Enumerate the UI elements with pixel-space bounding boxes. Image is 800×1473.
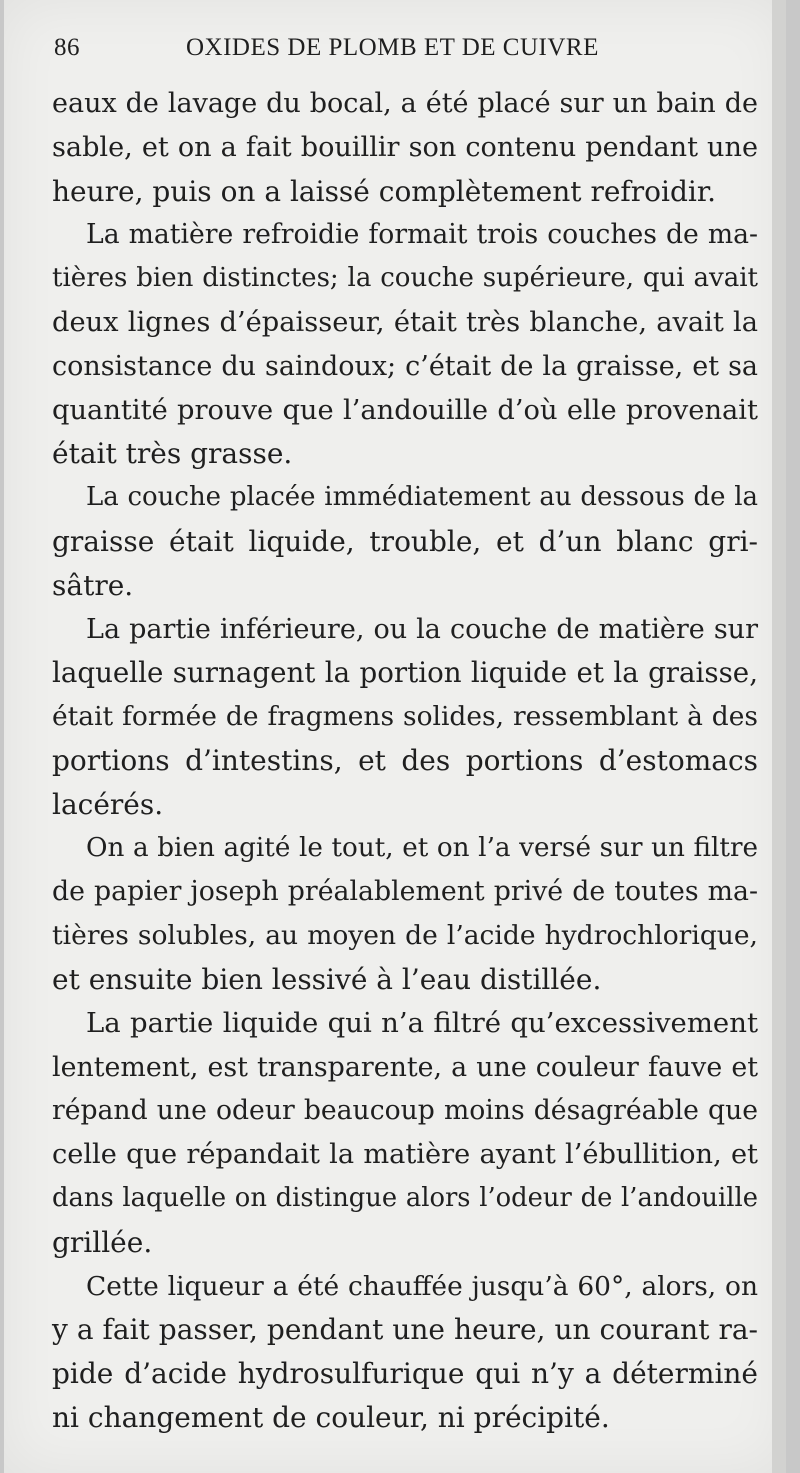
book-page — [4, 0, 786, 1473]
text-line: La partie inférieure, ou la couche de matière sur — [86, 613, 758, 645]
text-line: de papier joseph préalablement privé de toutes ma- — [52, 876, 758, 908]
text-line: deux lignes d’épaisseur, était très blanche, avait la — [52, 306, 758, 338]
text-line: La matière refroidie formait trois couches de ma- — [86, 219, 758, 251]
text-line: tières bien distinctes; la couche supérieure, qui avait — [52, 263, 758, 294]
text-line: Cette liqueur a été chauffée jusqu’à 60°, alors, on — [86, 1270, 758, 1302]
text-line: dans laquelle on distingue alors l’odeur de l’andouille — [52, 1182, 758, 1213]
text-line: eaux de lavage du bocal, a été placé sur un bain de — [52, 88, 758, 119]
text-line: graisse était liquide, trouble, et d’un blanc gri- — [52, 524, 758, 558]
body-text — [52, 82, 758, 1440]
page-number: 86 — [54, 34, 80, 61]
text-line: quantité prouve que l’andouille d’où elle provenait — [52, 394, 758, 426]
text-line: répand une odeur beaucoup moins désagréable que — [52, 1095, 758, 1127]
text-line: pide d’acide hydrosulfurique qui n’y a déterminé — [52, 1357, 758, 1391]
text-line: ni changement de couleur, ni précipité. — [52, 1400, 610, 1434]
text-line: celle que répandait la matière ayant l’ébullition, et — [52, 1139, 758, 1171]
text-line: sable, et on a fait bouillir son contenu pendant une — [52, 131, 758, 163]
text-line: portions d’intestins, et des portions d’estomacs — [52, 743, 758, 777]
text-line: consistance du saindoux; c’était de la graisse, et sa — [52, 350, 758, 382]
text-line: laquelle surnagent la portion liquide et la graisse, — [52, 656, 758, 690]
text-line: grillée. — [52, 1225, 153, 1259]
text-line: sâtre. — [52, 568, 134, 602]
text-line: On a bien agité le tout, et on l’a versé sur un filtre — [86, 832, 758, 863]
running-title: OXIDES DE PLOMB ET DE CUIVRE — [186, 34, 599, 61]
text-line: y a fait passer, pendant une heure, un courant ra- — [52, 1313, 758, 1347]
text-line: et ensuite bien lessivé à l’eau distillée. — [52, 962, 602, 996]
text-line: lentement, est transparente, a une couleur fauve et — [52, 1051, 758, 1083]
text-line: La partie liquide qui n’a filtré qu’excessivement — [86, 1006, 758, 1039]
page-header — [54, 34, 754, 70]
text-line: lacérés. — [52, 787, 164, 821]
text-line: La couche placée immédiatement au dessous de la — [86, 482, 758, 513]
text-line: tières solubles, au moyen de l’acide hydrochlorique, — [52, 920, 758, 952]
text-line: était très grasse. — [52, 437, 293, 471]
text-line: était formée de fragmens solides, ressemblant à des — [52, 701, 758, 733]
text-line: heure, puis on a laissé complètement refroidir. — [52, 174, 717, 208]
page-edge-shadow — [772, 0, 786, 1473]
